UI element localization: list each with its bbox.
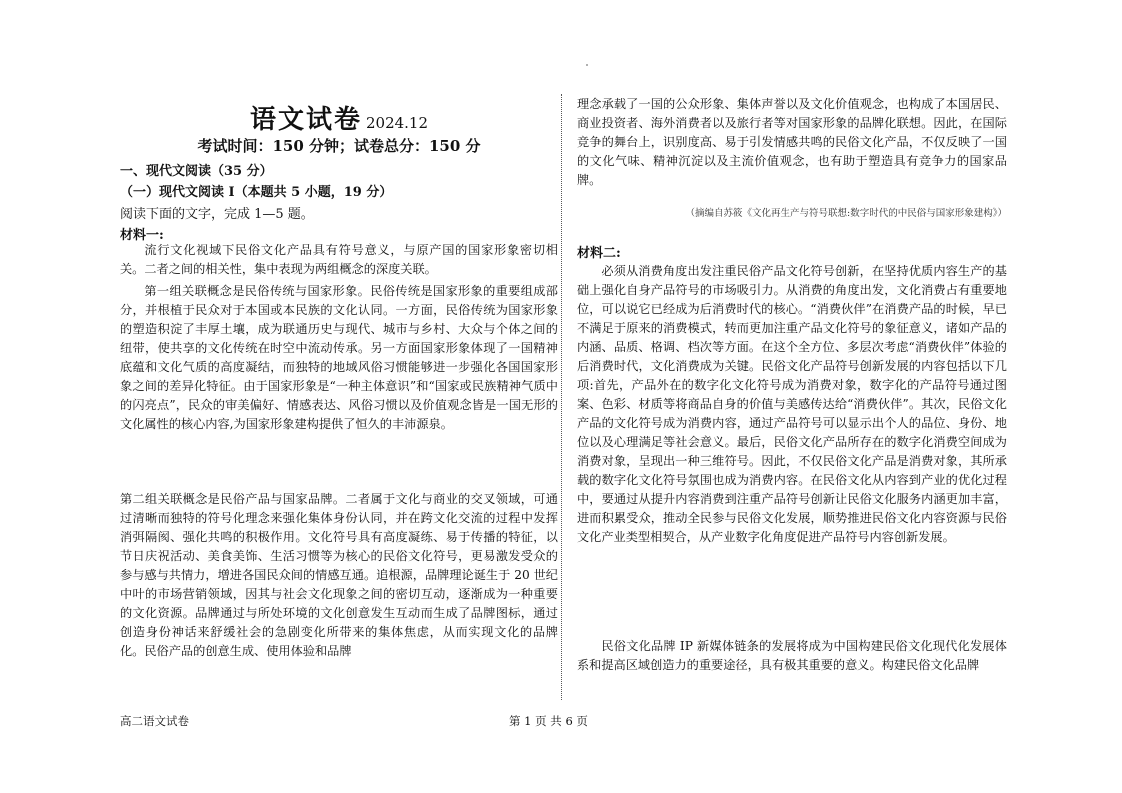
material1-label: 材料一: bbox=[120, 228, 164, 243]
subsection-heading: （一）现代文阅读 I（本题共 5 小题，19 分） bbox=[120, 185, 393, 200]
instruction-text: 阅读下面的文字，完成 1—5 题。 bbox=[120, 207, 314, 222]
material1-source: （摘编自苏筱《文化再生产与符号联想:数字时代的中民俗与国家形象建构》） bbox=[685, 208, 1007, 219]
page-number: 第 1 页 共 6 页 bbox=[509, 714, 588, 728]
footer-subject: 高二语文试卷 bbox=[120, 714, 189, 728]
material2-label: 材料二: bbox=[577, 246, 621, 261]
title-row bbox=[120, 99, 558, 136]
material2-paragraph-2: 民俗文化品牌 IP 新媒体链条的发展将成为中国构建民俗文化现代化发展体系和提高区域创造力的重要途径，具有极其重要的意义。构建民俗文化品牌 bbox=[577, 639, 1007, 672]
column-divider bbox=[561, 94, 562, 700]
scan-dot bbox=[586, 64, 588, 66]
material1-paragraph-3: 第二组关联概念是民俗产品与国家品牌。二者属于文化与商业的交叉领域，可通过清晰而独特的符号化理念来强化集体身份认同，并在跨文化交流的过程中发挥消弭隔阂、强化共鸣的积极作用。文化符号具有高度凝练、易于传播的特征，以节日庆祝活动、美食美饰、生活习惯等为核心的民俗文化符号，更易激发受众的参与感与共情力，增进各国民众间的情感互通。追根源，品牌理论诞生于 20 世纪中叶的市场营销领域，因其与社会文化现象之间的密切互动，逐渐成为一种重要的文化资源。品牌通过与所处环境的文化创意发生互动而生成了品牌图标，通过创造身份神话来舒缓社会的急剧变化所带来的集体焦虑，从而实现文化的品牌化。民俗产品的创意生成、使用体验和品牌 bbox=[120, 492, 558, 658]
material2-paragraph-1: 必须从消费角度出发注重民俗产品文化符号创新，在坚持优质内容生产的基础上强化自身产品符号的市场吸引力。从消费的角度出发，文化消费占有重要地位，可以说它已经成为后消费时代的核心。“消费伙伴”在消费产品的时候，早已不满足于原来的消费模式，转而更加注重产品文化符号的象征意义，诸如产品的内涵、品质、格调、档次等方面。在这个全方位、多层次考虑“消费伙伴”体验的后消费时代，文化消费成为关键。民俗文化产品符号创新发展的内容包括以下几项:首先，产品外在的数字化文化符号成为消费对象，数字化的产品符号通过图案、色彩、材质等将商品自身的价值与美感传达给“消费伙伴”。其次，民俗文化产品的文化符号成为消费内容，通过产品符号可以显示出个人的品位、身份、地位以及心理满足等社会意义。最后，民俗文化产品所存在的数字化消费空间成为消费对象，呈现出一种三维符号。因此，不仅民俗文化产品是消费对象，其所承载的数字化文化符号氛围也成为消费内容。在民俗文化从内容到产业的优化过程中，要通过从提升内容消费到注重产品符号创新让民俗文化服务内涵更加丰富，进而积累受众，推动全民参与民俗文化发展，顺势推进民俗文化内容资源与民俗文化产业类型相契合，从产业数字化角度促进产品符号内容创新发展。 bbox=[577, 264, 1007, 544]
exam-date: 2024.12 bbox=[365, 114, 429, 132]
page-title: 语文试卷 bbox=[249, 105, 362, 135]
material1-continuation: 理念承载了一国的公众形象、集体声誉以及文化价值观念，也构成了本国居民、商业投资者、海外消费者以及旅行者等对国家形象的品牌化联想。因此，在国际竞争的舞台上，识别度高、易于引发情感共鸣的民俗文化产品，不仅反映了一国的文化气味、精神沉淀以及主流价值观念，也有助于塑造具有竞争力的国家品牌。 bbox=[577, 97, 1007, 187]
material1-paragraph-2: 第一组关联概念是民俗传统与国家形象。民俗传统是国家形象的重要组成部分，并根植于民众对于本国或本民族的文化认同。一方面，民俗传统为国家形象的塑造积淀了丰厚土壤，成为联通历史与现代、城市与乡村、大众与个体之间的纽带，使共享的文化传统在时空中流动传承。另一方面国家形象体现了一国精神底蕴和文化气质的高度凝结，而独特的地域风俗习惯能够进一步强化各国国家形象之间的差异化特征。由于国家形象是“一种主体意识”和“国家或民族精神气质中的闪亮点”，民众的审美偏好、情感表达、风俗习惯以及价值观念皆是一国无形的文化属性的核心内容,为国家形象建构提供了恒久的丰沛源泉。 bbox=[120, 284, 558, 431]
exam-info: 考试时间：150 分钟；试卷总分：150 分 bbox=[197, 137, 481, 155]
material1-paragraph-1: 流行文化视域下民俗文化产品具有符号意义，与原产国的国家形象密切相关。二者之间的相关性，集中表现为两组概念的深度关联。 bbox=[120, 243, 558, 276]
section-heading: 一、现代文阅读（35 分） bbox=[120, 164, 273, 179]
